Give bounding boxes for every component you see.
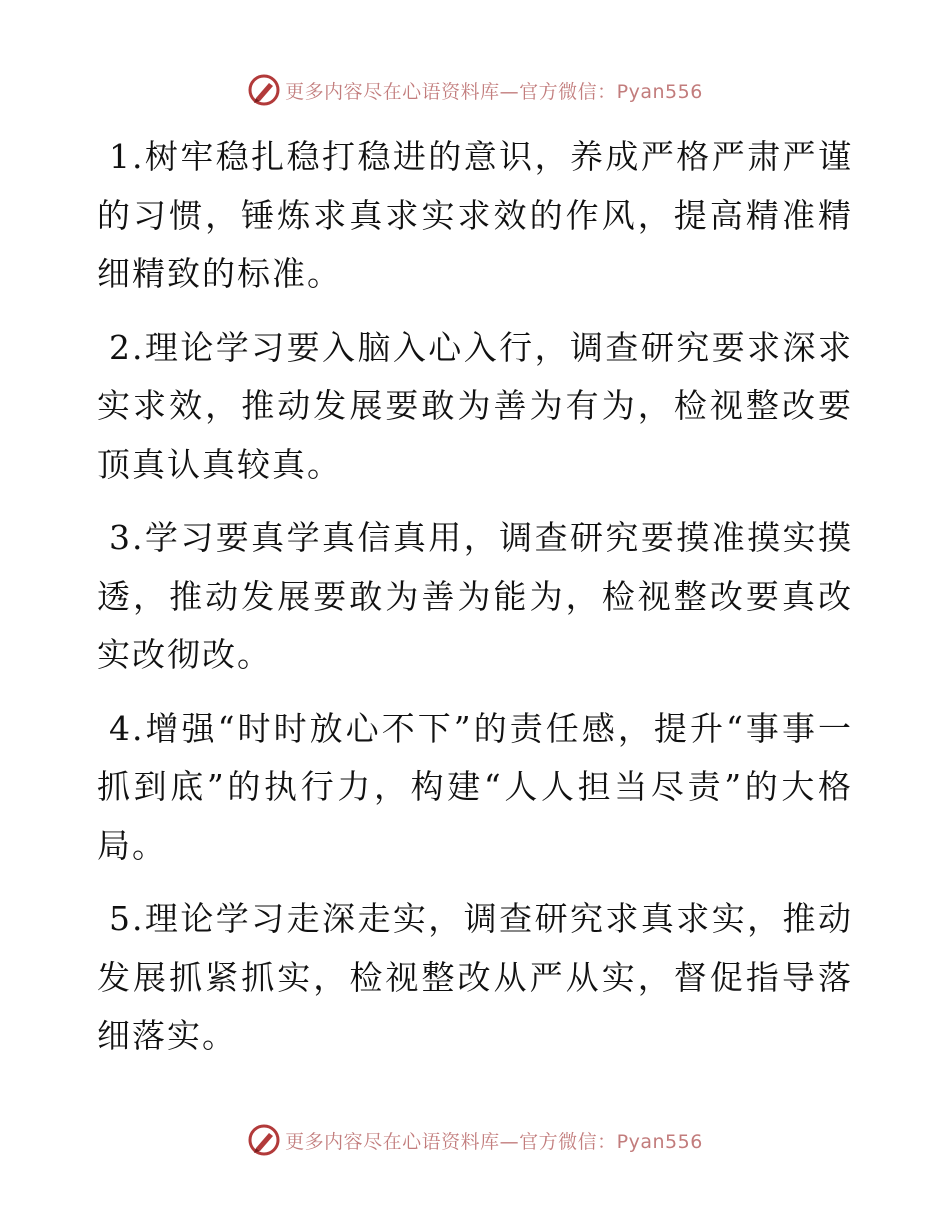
footer-banner	[0, 1120, 950, 1160]
list-item: 1.树牢稳扎稳打稳进的意识，养成严格严肃严谨的习惯，锤炼求真求实求效的作风，提高精准精细精致的标准。	[97, 137, 853, 293]
document-body	[97, 128, 853, 1081]
list-item: 4.增强“时时放心不下”的责任感，提升“事事一抓到底”的执行力，构建“人人担当尽责”的大格局。	[97, 708, 853, 865]
pen-circle-logo-icon	[247, 1123, 281, 1157]
pen-circle-logo-icon	[247, 73, 281, 107]
footer-banner-text: 更多内容尽在心语资料库—官方微信：Pyan556	[285, 1130, 703, 1153]
list-item: 5.理论学习走深走实，调查研究求真求实，推动发展抓紧抓实，检视整改从严从实，督促指导落细落实。	[97, 899, 853, 1055]
list-item: 2.理论学习要入脑入心入行，调查研究要求深求实求效，推动发展要敢为善为有为，检视整改要顶真认真较真。	[97, 327, 853, 484]
header-banner	[0, 70, 950, 110]
list-item: 3.学习要真学真信真用，调查研究要摸准摸实摸透，推动发展要敢为善为能为，检视整改要真改实改彻改。	[97, 518, 853, 674]
header-banner-text: 更多内容尽在心语资料库—官方微信：Pyan556	[285, 80, 703, 103]
